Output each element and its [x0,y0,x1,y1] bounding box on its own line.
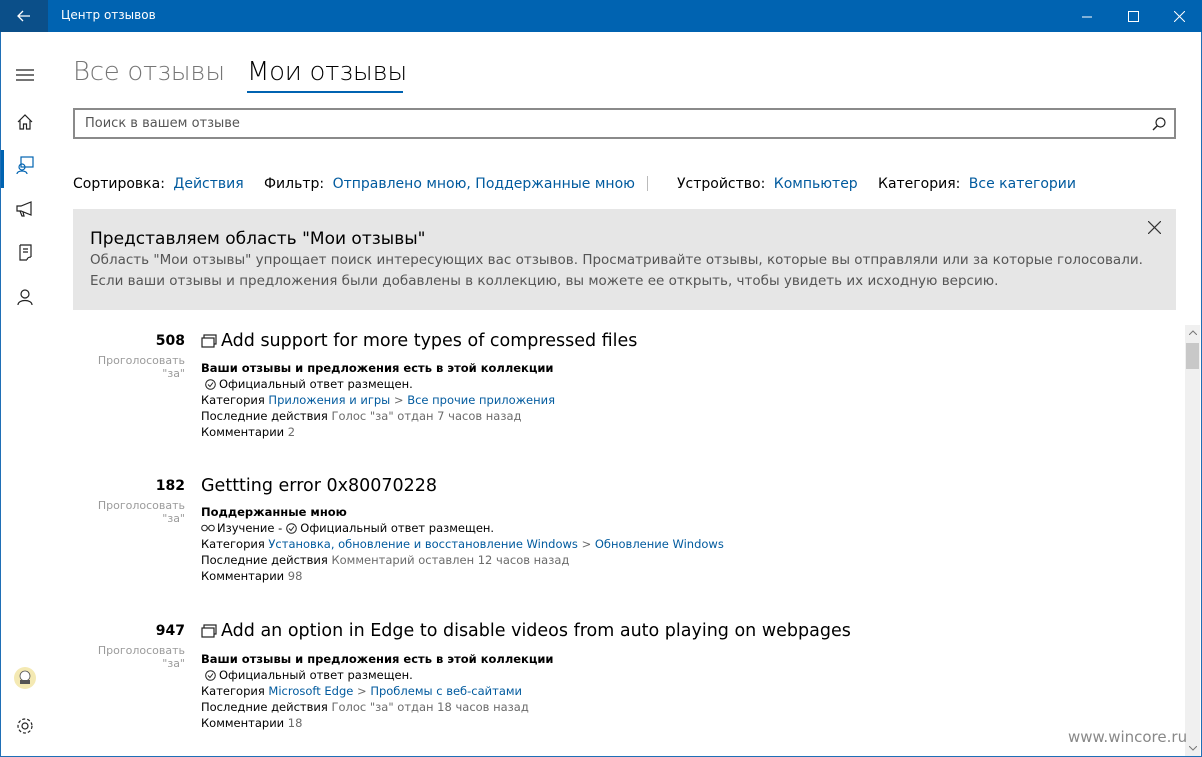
search-input[interactable] [75,110,1135,137]
category-control [878,176,1076,192]
sort-label: Сортировка: [73,176,165,192]
collection-icon [201,624,217,638]
feedback-meta [201,651,554,731]
device-control [677,176,858,192]
activity-value: Голос "за" отдан 7 часов назад [331,409,522,423]
comments-label: Комментарии [201,716,285,730]
activity-label: Последние действия [201,409,328,423]
user-avatar-button[interactable] [1,655,49,701]
comments-count: 98 [287,569,303,583]
vote-count: 947 [155,623,185,639]
nav-home[interactable] [1,99,49,145]
app-title: Центр отзывов [61,8,156,22]
device-dropdown[interactable]: Компьютер [773,176,858,192]
official-response: Официальный ответ размещен. [300,521,495,535]
feedback-title[interactable] [201,331,637,351]
comments-label: Комментарии [201,425,285,439]
settings-button[interactable] [1,703,49,749]
category-separator: > [393,393,404,407]
search-box [73,108,1176,139]
filter-separator [647,176,648,191]
avatar-icon [13,666,37,690]
banner-line-1: Область "Мои отзывы" упрощает поиск интересующих вас отзывов. Просматривайте отзывы, которые вы отправляли или за которые голосовали. [90,252,1143,268]
upvote-button[interactable]: Проголосовать "за" [97,644,185,670]
category-label: Категория [201,684,265,698]
collection-icon [201,334,217,348]
subcategory-link[interactable]: Проблемы с веб-сайтами [370,684,523,698]
nav-feedback[interactable] [1,142,49,188]
minimize-icon [1082,11,1093,22]
maximize-icon [1128,11,1139,22]
upvote-button[interactable]: Проголосовать "за" [97,499,185,525]
official-response: Официальный ответ размещен. [219,377,413,391]
close-icon [1174,11,1185,22]
close-icon [1148,221,1161,234]
banner-line-2: Если ваши отзывы и предложения были добавлены в коллекцию, вы можете ее открыть, чтобы увидеть их исходную версию. [90,272,999,289]
navigation-pane [1,32,49,756]
feedback-title[interactable] [201,621,851,641]
collection-status: Ваши отзывы и предложения есть в этой коллекции [201,652,554,666]
glasses-icon [201,523,215,532]
vote-count: 508 [155,333,185,349]
profile-icon [16,288,34,306]
feedback-title[interactable] [201,476,437,496]
banner-title: Представляем область "Мои отзывы" [90,229,426,249]
filter-dropdown[interactable]: Отправлено мною, Поддержанные мною [332,176,635,192]
vote-count: 182 [155,478,185,494]
watermark: www.wincore.ru [1068,728,1188,746]
banner-text [90,250,1150,291]
tab-selected-indicator [247,91,403,93]
back-button[interactable] [0,0,48,32]
upvote-button[interactable]: Проголосовать "за" [97,354,185,380]
maximize-button[interactable] [1110,0,1156,32]
activity-label: Последние действия [201,700,328,714]
scroll-up-button[interactable] [1185,325,1200,340]
scroll-down-button[interactable] [1185,741,1200,756]
nav-profile[interactable] [1,274,49,320]
activity-value: Комментарий оставлен 12 часов назад [331,553,570,567]
collection-status: Ваши отзывы и предложения есть в этой коллекции [201,361,554,375]
home-icon [16,113,34,131]
banner-close-button[interactable] [1144,217,1164,237]
device-label: Устройство: [677,176,766,192]
category-link[interactable]: Microsoft Edge [268,684,354,698]
comments-label: Комментарии [201,569,285,583]
hamburger-menu-button[interactable] [1,52,49,98]
official-response: Официальный ответ размещен. [219,668,413,682]
feedback-title-text: Gettting error 0x80070228 [201,476,438,496]
chevron-down-icon [1189,746,1197,751]
nav-quests[interactable] [1,230,49,276]
hamburger-icon [16,68,34,82]
filter-label: Фильтр: [264,176,325,192]
feedback-title-text: Add support for more types of compressed files [221,331,638,351]
scroll-thumb[interactable] [1186,343,1199,369]
intro-banner [73,209,1176,310]
tab-my-feedback[interactable]: Мои отзывы [247,57,407,87]
check-circle-icon [205,379,216,390]
quests-icon [16,243,34,263]
feedback-title-text: Add an option in Edge to disable videos from auto playing on webpages [221,621,851,641]
nav-announcements[interactable] [1,186,49,232]
close-button[interactable] [1156,0,1202,32]
feedback-icon [15,155,35,175]
category-link[interactable]: Установка, обновление и восстановление Windows [268,537,578,551]
check-circle-icon [286,523,297,534]
category-dropdown[interactable]: Все категории [968,176,1076,192]
category-separator: > [357,684,367,698]
subcategory-link[interactable]: Обновление Windows [594,537,724,551]
category-label: Категория [201,537,265,551]
announcements-icon [15,200,35,218]
minimize-button[interactable] [1064,0,1110,32]
category-link[interactable]: Приложения и игры [268,393,391,407]
check-circle-icon [205,670,216,681]
upvoted-status: Поддержанные мною [201,505,347,519]
investigating-status: Изучение - [217,521,283,535]
activity-label: Последние действия [201,553,328,567]
title-bar [0,0,1202,32]
search-icon [1152,117,1166,131]
category-label: Категория: [878,176,961,192]
sort-dropdown[interactable]: Действия [173,176,244,192]
sort-control [73,176,244,192]
category-label: Категория [201,393,265,407]
back-arrow-icon [17,10,31,22]
feedback-meta [201,504,724,584]
subcategory-link[interactable]: Все прочие приложения [407,393,556,407]
activity-value: Голос "за" отдан 18 часов назад [331,700,529,714]
tab-all-feedback[interactable]: Все отзывы [73,57,225,87]
category-separator: > [581,537,592,551]
feedback-meta [201,360,555,440]
search-button[interactable] [1152,116,1166,135]
comments-count: 2 [287,425,296,439]
comments-count: 18 [287,716,303,730]
gear-icon [16,717,34,735]
vertical-scrollbar[interactable] [1185,325,1200,756]
chevron-up-icon [1189,330,1197,335]
filter-control [264,176,635,192]
